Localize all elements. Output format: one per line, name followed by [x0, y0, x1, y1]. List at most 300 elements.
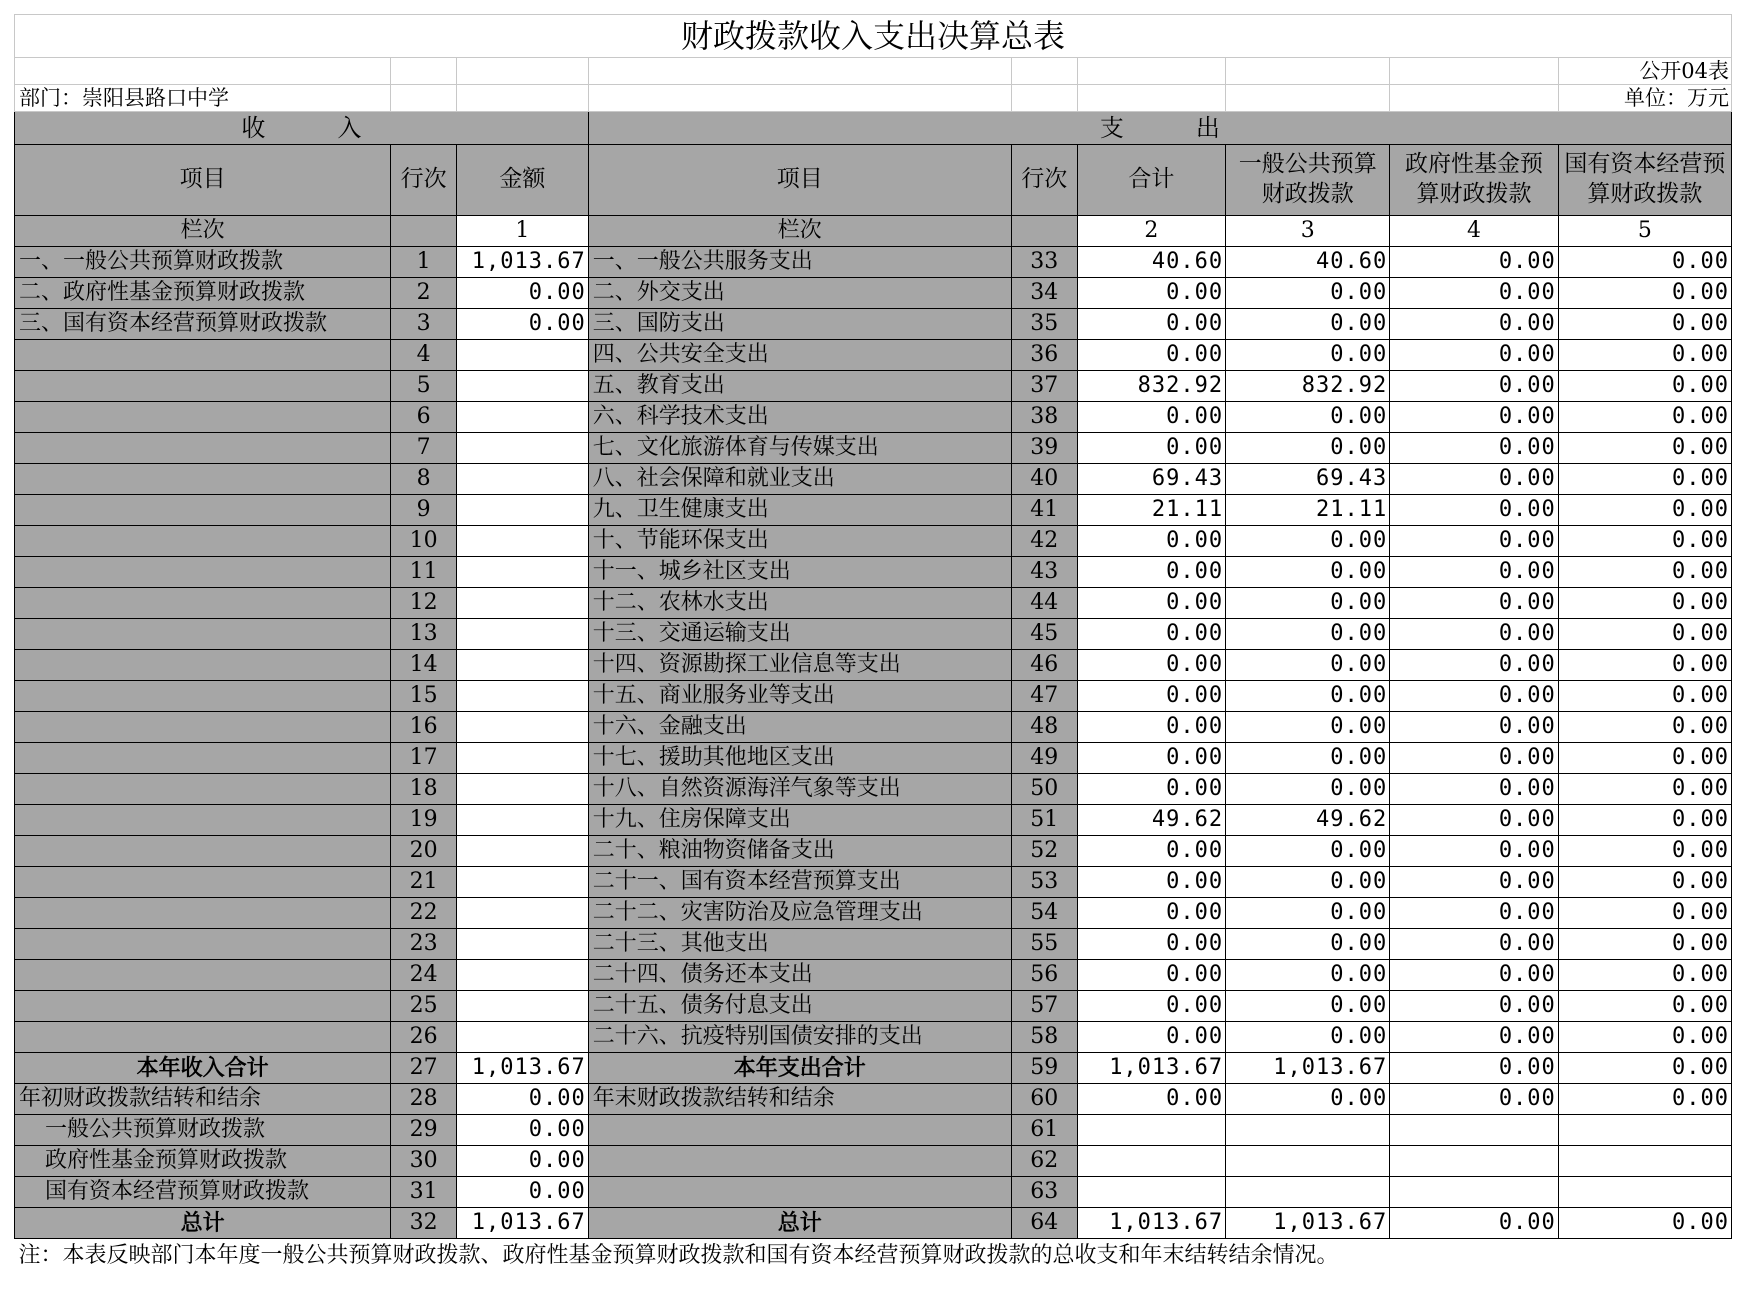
income-item	[15, 433, 391, 464]
header-row-no: 行次	[391, 145, 457, 216]
income-item	[15, 898, 391, 929]
expense-fund: 0.00	[1390, 1208, 1559, 1239]
income-amount	[457, 712, 589, 743]
unit-label: 单位：万元	[1558, 85, 1731, 112]
expense-general: 0.00	[1226, 681, 1390, 712]
table-row	[15, 712, 1732, 743]
income-amount: 0.00	[457, 278, 589, 309]
expense-item	[588, 1115, 1011, 1146]
income-item	[15, 650, 391, 681]
income-row-no: 2	[391, 278, 457, 309]
expense-row-no: 37	[1011, 371, 1077, 402]
expense-fund: 0.00	[1390, 805, 1559, 836]
expense-state: 0.00	[1558, 1208, 1731, 1239]
expense-fund: 0.00	[1390, 929, 1559, 960]
expense-fund: 0.00	[1390, 650, 1559, 681]
expense-item: 二十、粮油物资储备支出	[588, 836, 1011, 867]
table-row	[15, 1053, 1732, 1084]
header-total: 合计	[1077, 145, 1225, 216]
expense-item: 本年支出合计	[588, 1053, 1011, 1084]
expense-fund: 0.00	[1390, 588, 1559, 619]
expense-total: 0.00	[1077, 1022, 1225, 1053]
income-row-no: 9	[391, 495, 457, 526]
expense-row-no: 41	[1011, 495, 1077, 526]
expense-total: 0.00	[1077, 1084, 1225, 1115]
table-row	[15, 247, 1732, 278]
expense-fund: 0.00	[1390, 340, 1559, 371]
expense-item: 七、文化旅游体育与传媒支出	[588, 433, 1011, 464]
income-row-no: 17	[391, 743, 457, 774]
expense-row-no: 49	[1011, 743, 1077, 774]
expense-fund: 0.00	[1390, 309, 1559, 340]
income-amount	[457, 805, 589, 836]
income-row-no: 12	[391, 588, 457, 619]
income-amount	[457, 681, 589, 712]
expense-item: 二十一、国有资本经营预算支出	[588, 867, 1011, 898]
expense-state: 0.00	[1558, 402, 1731, 433]
header-general-budget: 一般公共预算财政拨款	[1226, 145, 1390, 216]
income-item	[15, 557, 391, 588]
expense-row-no: 52	[1011, 836, 1077, 867]
expense-item: 年末财政拨款结转和结余	[588, 1084, 1011, 1115]
table-row	[15, 433, 1732, 464]
income-amount: 1,013.67	[457, 1208, 589, 1239]
expense-fund: 0.00	[1390, 774, 1559, 805]
table-row	[15, 991, 1732, 1022]
expense-general: 0.00	[1226, 309, 1390, 340]
expense-general: 0.00	[1226, 402, 1390, 433]
income-item	[15, 929, 391, 960]
expense-general: 0.00	[1226, 960, 1390, 991]
income-item	[15, 960, 391, 991]
expense-fund: 0.00	[1390, 247, 1559, 278]
expense-state: 0.00	[1558, 960, 1731, 991]
expense-row-no: 45	[1011, 619, 1077, 650]
table-row	[15, 495, 1732, 526]
income-amount	[457, 836, 589, 867]
income-item	[15, 588, 391, 619]
income-amount: 0.00	[457, 309, 589, 340]
expense-general: 0.00	[1226, 588, 1390, 619]
expense-total: 0.00	[1077, 774, 1225, 805]
expense-state: 0.00	[1558, 991, 1731, 1022]
income-row-no: 3	[391, 309, 457, 340]
empty-cell	[1558, 1177, 1731, 1208]
expense-item	[588, 1177, 1011, 1208]
income-row-no: 25	[391, 991, 457, 1022]
expense-row-no: 58	[1011, 1022, 1077, 1053]
income-item	[15, 464, 391, 495]
income-item: 政府性基金预算财政拨款	[15, 1146, 391, 1177]
section-income-header: 收 入	[15, 112, 589, 145]
income-amount	[457, 433, 589, 464]
income-item: 一般公共预算财政拨款	[15, 1115, 391, 1146]
expense-fund: 0.00	[1390, 991, 1559, 1022]
expense-general: 0.00	[1226, 650, 1390, 681]
income-item	[15, 805, 391, 836]
empty-cell	[1077, 1177, 1225, 1208]
expense-general: 1,013.67	[1226, 1053, 1390, 1084]
expense-fund: 0.00	[1390, 464, 1559, 495]
expense-row-no: 39	[1011, 433, 1077, 464]
expense-state: 0.00	[1558, 712, 1731, 743]
expense-state: 0.00	[1558, 1053, 1731, 1084]
expense-fund: 0.00	[1390, 712, 1559, 743]
table-row	[15, 1177, 1732, 1208]
table-row	[15, 960, 1732, 991]
expense-state: 0.00	[1558, 557, 1731, 588]
expense-item: 一、一般公共服务支出	[588, 247, 1011, 278]
expense-row-no: 54	[1011, 898, 1077, 929]
income-item	[15, 991, 391, 1022]
expense-state: 0.00	[1558, 867, 1731, 898]
expense-row-no: 62	[1011, 1146, 1077, 1177]
expense-row-no: 61	[1011, 1115, 1077, 1146]
income-item	[15, 371, 391, 402]
empty-cell	[1226, 1177, 1390, 1208]
income-row-no: 29	[391, 1115, 457, 1146]
expense-state: 0.00	[1558, 464, 1731, 495]
table-row	[15, 309, 1732, 340]
expense-row-no: 34	[1011, 278, 1077, 309]
income-item: 一、一般公共预算财政拨款	[15, 247, 391, 278]
income-amount	[457, 340, 589, 371]
empty-cell	[1226, 1115, 1390, 1146]
income-amount	[457, 526, 589, 557]
expense-total: 0.00	[1077, 619, 1225, 650]
expense-row-no: 44	[1011, 588, 1077, 619]
expense-item: 十一、城乡社区支出	[588, 557, 1011, 588]
income-amount	[457, 557, 589, 588]
footnote: 注：本表反映部门本年度一般公共预算财政拨款、政府性基金预算财政拨款和国有资本经营预算财政拨款的总收支和年末结转结余情况。	[18, 1243, 1339, 1268]
expense-item	[588, 1146, 1011, 1177]
income-row-no: 24	[391, 960, 457, 991]
expense-general: 21.11	[1226, 495, 1390, 526]
table-row	[15, 371, 1732, 402]
income-row-no: 19	[391, 805, 457, 836]
form-code: 公开04表	[1558, 58, 1731, 85]
expense-row-no: 48	[1011, 712, 1077, 743]
expense-row-no: 33	[1011, 247, 1077, 278]
expense-total: 0.00	[1077, 526, 1225, 557]
expense-total: 0.00	[1077, 309, 1225, 340]
income-amount: 0.00	[457, 1084, 589, 1115]
expense-total: 0.00	[1077, 898, 1225, 929]
expense-state: 0.00	[1558, 309, 1731, 340]
expense-state: 0.00	[1558, 1022, 1731, 1053]
table-row	[15, 1084, 1732, 1115]
income-item: 本年收入合计	[15, 1053, 391, 1084]
income-row-no: 32	[391, 1208, 457, 1239]
income-row-no: 26	[391, 1022, 457, 1053]
expense-item: 十九、住房保障支出	[588, 805, 1011, 836]
expense-row-no: 64	[1011, 1208, 1077, 1239]
income-row-no: 10	[391, 526, 457, 557]
expense-total: 0.00	[1077, 433, 1225, 464]
expense-state: 0.00	[1558, 1084, 1731, 1115]
expense-item: 总计	[588, 1208, 1011, 1239]
income-amount	[457, 867, 589, 898]
table-row	[15, 340, 1732, 371]
income-item	[15, 774, 391, 805]
income-row-no: 28	[391, 1084, 457, 1115]
section-expense-header: 支 出	[588, 112, 1731, 145]
expense-total: 0.00	[1077, 743, 1225, 774]
expense-general: 0.00	[1226, 898, 1390, 929]
income-amount	[457, 743, 589, 774]
income-row-no: 1	[391, 247, 457, 278]
expense-fund: 0.00	[1390, 278, 1559, 309]
income-row-no: 23	[391, 929, 457, 960]
col-index-1: 1	[457, 216, 589, 247]
table-row	[15, 929, 1732, 960]
income-row-no: 13	[391, 619, 457, 650]
expense-general: 0.00	[1226, 433, 1390, 464]
expense-total: 0.00	[1077, 836, 1225, 867]
income-item: 国有资本经营预算财政拨款	[15, 1177, 391, 1208]
expense-general: 1,013.67	[1226, 1208, 1390, 1239]
empty-cell	[1390, 1146, 1559, 1177]
expense-fund: 0.00	[1390, 1022, 1559, 1053]
expense-general: 0.00	[1226, 278, 1390, 309]
expense-fund: 0.00	[1390, 371, 1559, 402]
income-row-no: 16	[391, 712, 457, 743]
expense-state: 0.00	[1558, 681, 1731, 712]
table-row	[15, 557, 1732, 588]
expense-item: 十六、金融支出	[588, 712, 1011, 743]
table-row	[15, 681, 1732, 712]
expense-state: 0.00	[1558, 495, 1731, 526]
expense-row-no: 56	[1011, 960, 1077, 991]
header-fund-budget: 政府性基金预算财政拨款	[1390, 145, 1559, 216]
expense-total: 0.00	[1077, 867, 1225, 898]
col-index-3: 3	[1226, 216, 1390, 247]
income-row-no: 7	[391, 433, 457, 464]
empty-cell	[1390, 1177, 1559, 1208]
expense-item: 二十五、债务付息支出	[588, 991, 1011, 1022]
expense-total: 21.11	[1077, 495, 1225, 526]
expense-row-no: 55	[1011, 929, 1077, 960]
expense-item: 十四、资源勘探工业信息等支出	[588, 650, 1011, 681]
expense-row-no: 60	[1011, 1084, 1077, 1115]
expense-total: 49.62	[1077, 805, 1225, 836]
expense-fund: 0.00	[1390, 867, 1559, 898]
expense-state: 0.00	[1558, 340, 1731, 371]
expense-general: 49.62	[1226, 805, 1390, 836]
empty-cell	[1558, 1146, 1731, 1177]
expense-total: 0.00	[1077, 278, 1225, 309]
table-row	[15, 805, 1732, 836]
income-item: 二、政府性基金预算财政拨款	[15, 278, 391, 309]
expense-state: 0.00	[1558, 836, 1731, 867]
expense-row-no: 43	[1011, 557, 1077, 588]
income-row-no: 6	[391, 402, 457, 433]
expense-total: 0.00	[1077, 681, 1225, 712]
expense-general: 0.00	[1226, 867, 1390, 898]
income-amount	[457, 619, 589, 650]
table-row	[15, 588, 1732, 619]
table-row	[15, 1146, 1732, 1177]
expense-fund: 0.00	[1390, 898, 1559, 929]
expense-general: 0.00	[1226, 774, 1390, 805]
income-amount	[457, 991, 589, 1022]
expense-total: 832.92	[1077, 371, 1225, 402]
expense-state: 0.00	[1558, 371, 1731, 402]
expense-state: 0.00	[1558, 588, 1731, 619]
expense-row-no: 59	[1011, 1053, 1077, 1084]
expense-item: 十、节能环保支出	[588, 526, 1011, 557]
empty-cell	[1390, 1115, 1559, 1146]
income-item	[15, 340, 391, 371]
expense-item: 五、教育支出	[588, 371, 1011, 402]
page-title: 财政拨款收入支出决算总表	[15, 15, 1732, 58]
expense-row-no: 46	[1011, 650, 1077, 681]
expense-fund: 0.00	[1390, 557, 1559, 588]
expense-general: 0.00	[1226, 743, 1390, 774]
income-row-no: 15	[391, 681, 457, 712]
income-item	[15, 402, 391, 433]
income-row-no: 30	[391, 1146, 457, 1177]
expense-state: 0.00	[1558, 774, 1731, 805]
income-item	[15, 495, 391, 526]
table-row	[15, 278, 1732, 309]
expense-item: 二十二、灾害防治及应急管理支出	[588, 898, 1011, 929]
expense-general: 0.00	[1226, 340, 1390, 371]
expense-general: 0.00	[1226, 1084, 1390, 1115]
expense-item: 九、卫生健康支出	[588, 495, 1011, 526]
income-item	[15, 526, 391, 557]
income-row-no: 11	[391, 557, 457, 588]
income-item	[15, 619, 391, 650]
expense-state: 0.00	[1558, 805, 1731, 836]
expense-state: 0.00	[1558, 433, 1731, 464]
expense-general: 0.00	[1226, 712, 1390, 743]
income-row-no: 31	[391, 1177, 457, 1208]
table-row	[15, 898, 1732, 929]
income-row-no: 20	[391, 836, 457, 867]
expense-general: 0.00	[1226, 1022, 1390, 1053]
header-item-expense: 项目	[588, 145, 1011, 216]
expense-item: 十二、农林水支出	[588, 588, 1011, 619]
expense-item: 八、社会保障和就业支出	[588, 464, 1011, 495]
table-row	[15, 743, 1732, 774]
income-item: 三、国有资本经营预算财政拨款	[15, 309, 391, 340]
income-row-no: 14	[391, 650, 457, 681]
expense-row-no: 36	[1011, 340, 1077, 371]
expense-fund: 0.00	[1390, 681, 1559, 712]
expense-fund: 0.00	[1390, 1053, 1559, 1084]
expense-total: 0.00	[1077, 557, 1225, 588]
department-label: 部门：崇阳县路口中学	[15, 85, 391, 112]
income-amount: 0.00	[457, 1146, 589, 1177]
income-row-no: 4	[391, 340, 457, 371]
col-index-label-expense: 栏次	[588, 216, 1011, 247]
income-amount	[457, 402, 589, 433]
col-index-5: 5	[1558, 216, 1731, 247]
expense-item: 三、国防支出	[588, 309, 1011, 340]
income-item	[15, 1022, 391, 1053]
empty-cell	[1077, 1146, 1225, 1177]
income-amount	[457, 464, 589, 495]
expense-item: 二、外交支出	[588, 278, 1011, 309]
income-item	[15, 681, 391, 712]
table-row	[15, 526, 1732, 557]
table-row	[15, 774, 1732, 805]
expense-total: 0.00	[1077, 402, 1225, 433]
expense-row-no: 35	[1011, 309, 1077, 340]
income-item	[15, 712, 391, 743]
expense-total: 40.60	[1077, 247, 1225, 278]
expense-fund: 0.00	[1390, 743, 1559, 774]
table-row	[15, 1022, 1732, 1053]
income-row-no: 27	[391, 1053, 457, 1084]
col-index-2: 2	[1077, 216, 1225, 247]
expense-item: 二十六、抗疫特别国债安排的支出	[588, 1022, 1011, 1053]
expense-general: 0.00	[1226, 991, 1390, 1022]
expense-general: 0.00	[1226, 836, 1390, 867]
table-row	[15, 650, 1732, 681]
expense-total: 0.00	[1077, 991, 1225, 1022]
income-amount: 0.00	[457, 1177, 589, 1208]
expense-total: 1,013.67	[1077, 1208, 1225, 1239]
expense-item: 六、科学技术支出	[588, 402, 1011, 433]
expense-fund: 0.00	[1390, 495, 1559, 526]
expense-item: 二十四、债务还本支出	[588, 960, 1011, 991]
col-index-4: 4	[1390, 216, 1559, 247]
expense-item: 四、公共安全支出	[588, 340, 1011, 371]
income-amount	[457, 960, 589, 991]
income-item	[15, 743, 391, 774]
income-amount: 1,013.67	[457, 247, 589, 278]
income-amount	[457, 1022, 589, 1053]
expense-item: 十八、自然资源海洋气象等支出	[588, 774, 1011, 805]
expense-row-no: 57	[1011, 991, 1077, 1022]
expense-state: 0.00	[1558, 247, 1731, 278]
table-row	[15, 619, 1732, 650]
income-row-no: 22	[391, 898, 457, 929]
expense-fund: 0.00	[1390, 526, 1559, 557]
expense-row-no: 42	[1011, 526, 1077, 557]
expense-general: 0.00	[1226, 526, 1390, 557]
expense-fund: 0.00	[1390, 433, 1559, 464]
income-item	[15, 867, 391, 898]
income-amount	[457, 371, 589, 402]
expense-state: 0.00	[1558, 929, 1731, 960]
income-amount: 1,013.67	[457, 1053, 589, 1084]
header-item: 项目	[15, 145, 391, 216]
income-amount	[457, 774, 589, 805]
expense-general: 69.43	[1226, 464, 1390, 495]
income-row-no: 8	[391, 464, 457, 495]
income-amount	[457, 898, 589, 929]
income-amount	[457, 650, 589, 681]
expense-row-no: 63	[1011, 1177, 1077, 1208]
expense-item: 十七、援助其他地区支出	[588, 743, 1011, 774]
empty-cell	[1077, 1115, 1225, 1146]
expense-item: 十三、交通运输支出	[588, 619, 1011, 650]
expense-state: 0.00	[1558, 619, 1731, 650]
expense-fund: 0.00	[1390, 1084, 1559, 1115]
expense-total: 1,013.67	[1077, 1053, 1225, 1084]
table-row	[15, 1115, 1732, 1146]
income-item: 总计	[15, 1208, 391, 1239]
expense-total: 0.00	[1077, 588, 1225, 619]
income-row-no: 5	[391, 371, 457, 402]
expense-total: 0.00	[1077, 929, 1225, 960]
expense-row-no: 47	[1011, 681, 1077, 712]
expense-state: 0.00	[1558, 650, 1731, 681]
expense-general: 0.00	[1226, 557, 1390, 588]
